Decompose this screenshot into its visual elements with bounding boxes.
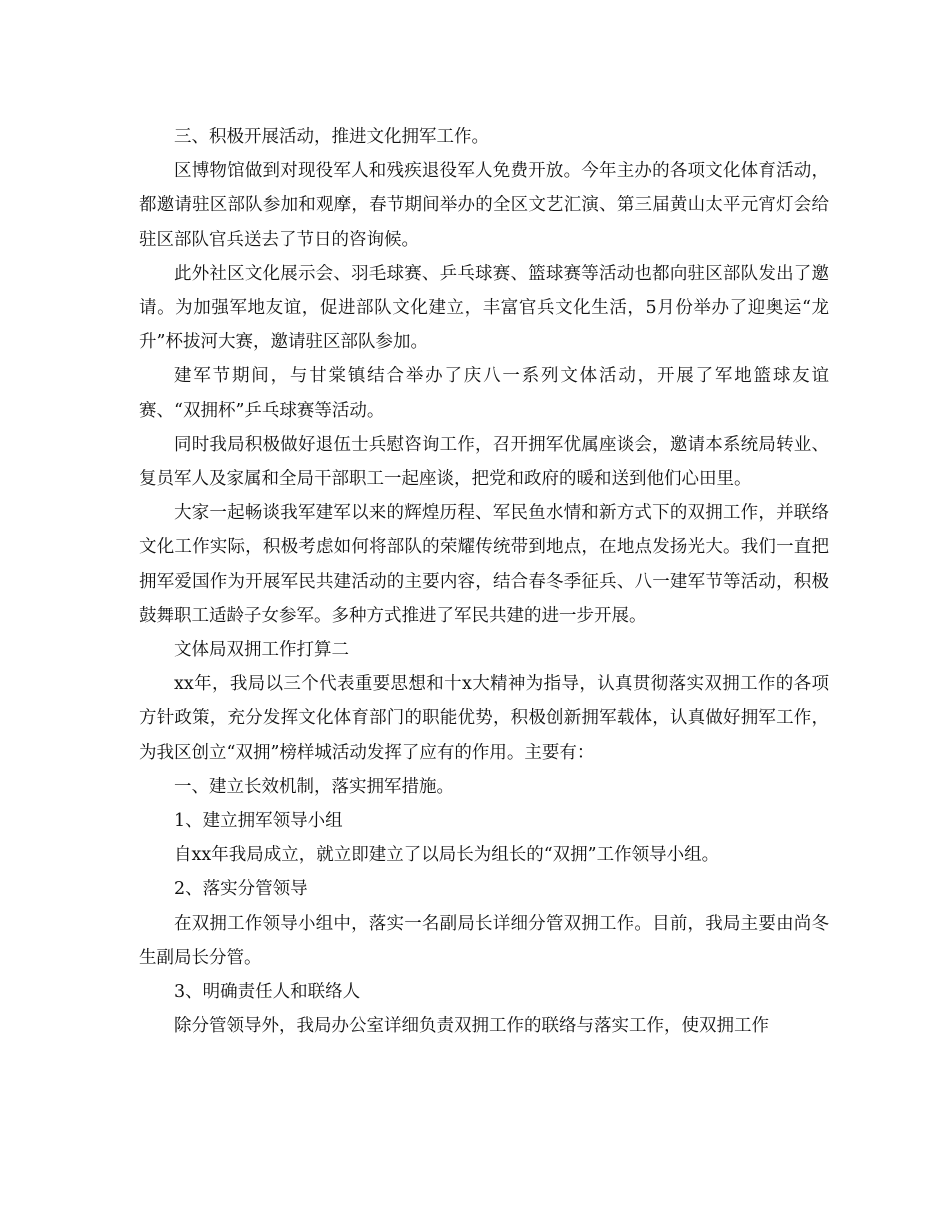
paragraph: 建军节期间，与甘棠镇结合举办了庆八一系列文体活动，开展了军地篮球友谊赛、“双拥杯”乒乓球赛等活动。 [139,366,829,421]
section-heading-3: 三、积极开展活动，推进文化拥军工作。 [174,127,489,147]
paragraph: 区博物馆做到对现役军人和残疾退役军人免费开放。今年主办的各项文化体育活动，都邀请驻区部队参加和观摩，春节期间举办的全区文艺汇演、第三届黄山太平元宵灯会给驻区部队官兵送去了节日的咨询候。 [139,161,829,250]
paragraph: 在双拥工作领导小组中，落实一名副局长详细分管双拥工作。目前，我局主要由尚冬生副局长分管。 [139,913,829,968]
document-body [139,120,829,1043]
subheading-1: 1、建立拥军领导小组 [174,811,343,832]
section-heading-1: 一、建立长效机制，落实拥军措施。 [174,776,454,797]
paragraph: 大家一起畅谈我军建军以来的辉煌历程、军民鱼水情和新方式下的双拥工作，并联络文化工作实际，积极考虑如何将部队的荣耀传统带到地点，在地点发扬光大。我们一直把拥军爱国作为开展军民共建活动的主要内容，结合春冬季征兵、八一建军节等活动，积极鼓舞职工适龄子女参军。多种方式推进了军民共建的进一步开展。 [139,503,829,626]
paragraph: 此外社区文化展示会、羽毛球赛、乒乓球赛、篮球赛等活动也都向驻区部队发出了邀请。为加强军地友谊，促进部队文化建立，丰富官兵文化生活，5月份举办了迎奥运“龙升”杯拔河大赛，邀请驻区部队参加。 [139,263,829,353]
paragraph: 自xx年我局成立，就立即建立了以局长为组长的“双拥”工作领导小组。 [174,845,720,866]
subheading-3: 3、明确责任人和联络人 [174,982,361,1003]
paragraph: 除分管领导外，我局办公室详细负责双拥工作的联络与落实工作，使双拥工作 [174,1016,769,1037]
document-subtitle: 文体局双拥工作打算二 [174,640,349,661]
paragraph: xx年，我局以三个代表重要思想和十x大精神为指导，认真贯彻落实双拥工作的各项方针政策，充分发挥文化体育部门的职能优势，积极创新拥军载体，认真做好拥军工作，为我区创立“双拥”榜样城活动发挥了应有的作用。主要有： [139,674,829,763]
subheading-2: 2、落实分管领导 [174,879,308,900]
paragraph: 同时我局积极做好退伍士兵慰咨询工作，召开拥军优属座谈会，邀请本系统局转业、复员军人及家属和全局干部职工一起座谈，把党和政府的暖和送到他们心田里。 [139,434,829,490]
